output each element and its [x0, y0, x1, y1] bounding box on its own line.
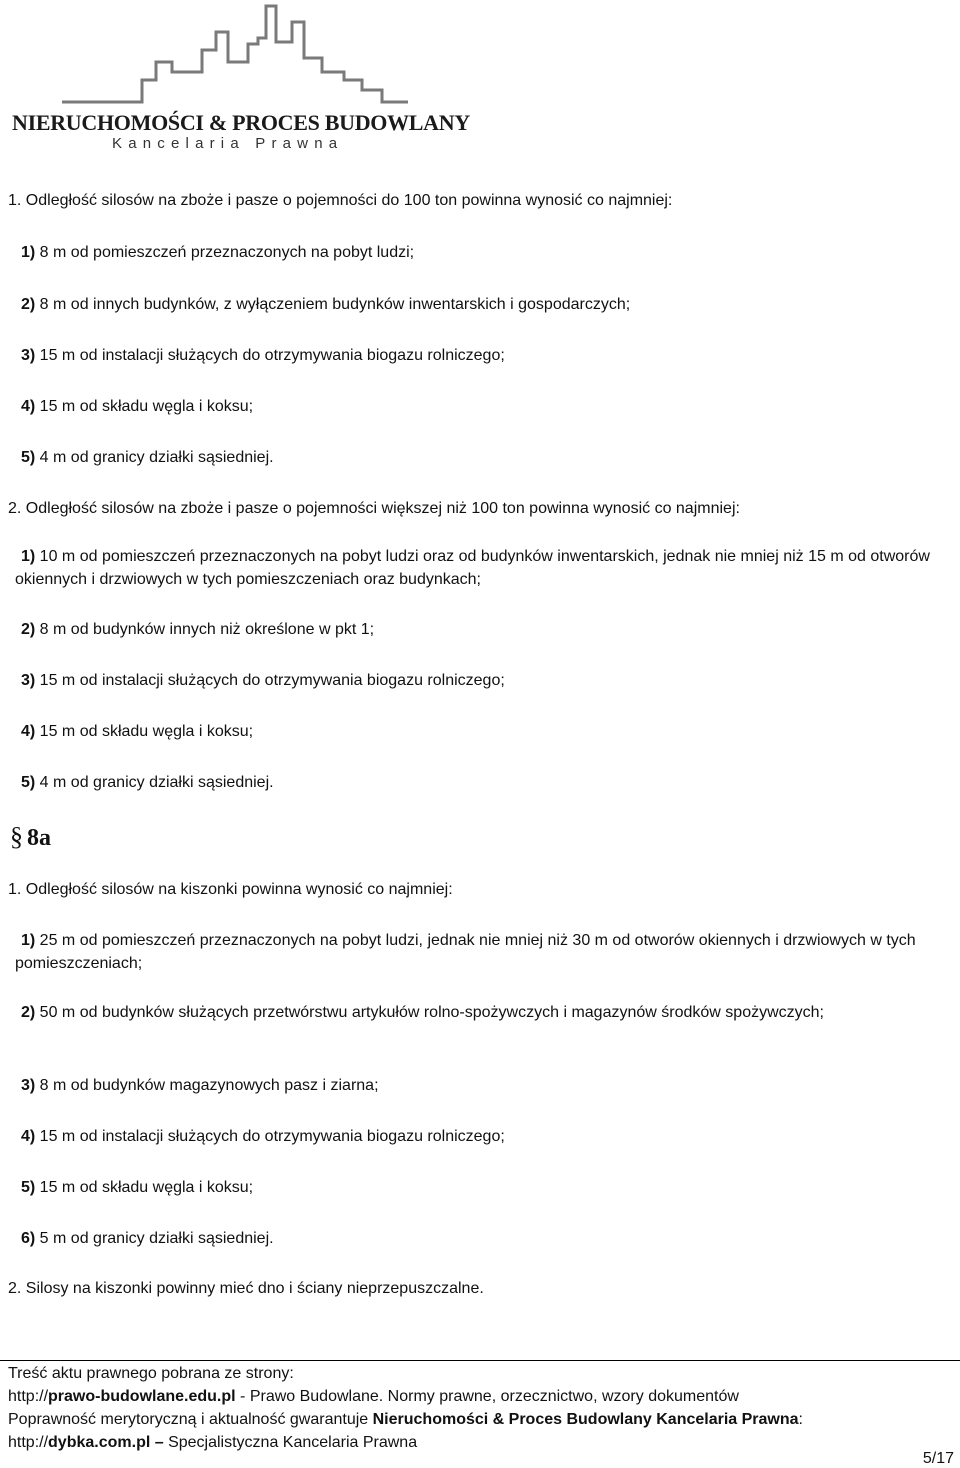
section-label: 8a — [27, 825, 51, 851]
item-text: 15 m od składu węgla i koksu; — [35, 723, 254, 740]
logo-subtitle: Kancelaria Prawna — [112, 135, 344, 152]
section-heading — [10, 822, 51, 852]
item-text: 4 m od granicy działki sąsiedniej. — [35, 449, 274, 466]
item-text: 10 m od pomieszczeń przeznaczonych na pobyt ludzi oraz od budynków inwentarskich, jednak nie mniej niż 15 m od otworów okiennych i drzwiowych w tych pomieszczeniach oraz budynkach; — [15, 548, 930, 588]
footer-guarantee-firm: Nieruchomości & Proces Budowlany Kancelaria Prawna — [372, 1411, 799, 1428]
item-number: 6) — [21, 1230, 36, 1247]
item-text: 8 m od innych budynków, z wyłączeniem budynków inwentarskich i gospodarczych; — [35, 296, 631, 313]
item-text: 8 m od budynków innych niż określone w pkt 1; — [35, 621, 375, 638]
item-number: 2) — [21, 1004, 36, 1021]
footer-source-link[interactable] — [8, 1385, 739, 1408]
page-number: 5/17 — [922, 1450, 954, 1467]
item-text: 5 m od granicy działki sąsiedniej. — [35, 1230, 274, 1247]
city-skyline-icon — [52, 2, 412, 110]
item-text: 4 m od granicy działki sąsiedniej. — [35, 774, 274, 791]
item-text: 15 m od składu węgla i koksu; — [35, 398, 254, 415]
item-text: 15 m od instalacji służących do otrzymywania biogazu rolniczego; — [35, 1128, 505, 1145]
list-item — [15, 545, 945, 591]
list-item — [21, 1125, 505, 1148]
footer-firm-link[interactable] — [8, 1431, 417, 1454]
item-number: 4) — [21, 1128, 36, 1145]
item-number: 2) — [21, 296, 36, 313]
item-number: 4) — [21, 723, 36, 740]
item-text: 8 m od pomieszczeń przeznaczonych na pobyt ludzi; — [35, 244, 415, 261]
item-number: 1) — [21, 932, 36, 949]
paragraph-2-intro: 2. Odległość silosów na zboże i pasze o pojemności większej niż 100 ton powinna wynosić co najmniej: — [8, 500, 740, 517]
list-item — [21, 344, 505, 367]
item-number: 3) — [21, 1077, 36, 1094]
item-number: 5) — [21, 1179, 36, 1196]
list-item — [21, 771, 274, 794]
section-symbol: § — [10, 822, 23, 851]
item-number: 1) — [21, 244, 36, 261]
footer-source-label: Treść aktu prawnego pobrana ze strony: — [8, 1365, 294, 1382]
item-text: 8 m od budynków magazynowych pasz i ziarna; — [35, 1077, 379, 1094]
item-text: 25 m od pomieszczeń przeznaczonych na pobyt ludzi, jednak nie mniej niż 30 m od otworów okiennych i drzwiowych w tych pomieszczeniach; — [15, 932, 916, 972]
item-number: 1) — [21, 548, 36, 565]
item-text: 50 m od budynków służących przetwórstwu artykułów rolno-spożywczych i magazynów środków spożywczych; — [35, 1004, 824, 1021]
item-number: 4) — [21, 398, 36, 415]
list-item — [21, 669, 505, 692]
list-item — [21, 720, 253, 743]
item-number: 5) — [21, 449, 36, 466]
footer-link-domain: prawo-budowlane.edu.pl — [48, 1388, 236, 1405]
item-number: 5) — [21, 774, 36, 791]
paragraph-3-intro: 1. Odległość silosów na kiszonki powinna wynosić co najmniej: — [8, 881, 453, 898]
list-item — [15, 929, 945, 975]
footer-link-prefix: http:// — [8, 1388, 49, 1405]
footer-firm-description: Specjalistyczna Kancelaria Prawna — [163, 1434, 418, 1451]
item-text: 15 m od instalacji służących do otrzymywania biogazu rolniczego; — [35, 347, 505, 364]
list-item — [21, 395, 253, 418]
item-text: 15 m od instalacji służących do otrzymywania biogazu rolniczego; — [35, 672, 505, 689]
paragraph-1-intro: 1. Odległość silosów na zboże i pasze o pojemności do 100 ton powinna wynosić co najmniej: — [8, 192, 673, 209]
footer-guarantee — [8, 1408, 803, 1431]
list-item — [21, 618, 374, 641]
logo — [12, 2, 470, 154]
footer-firm-prefix: http:// — [8, 1434, 49, 1451]
item-number: 2) — [21, 621, 36, 638]
footer-firm-dash: – — [150, 1434, 164, 1451]
list-item — [21, 241, 414, 264]
list-item — [21, 1176, 253, 1199]
list-item — [15, 1001, 945, 1024]
item-text: 15 m od składu węgla i koksu; — [35, 1179, 254, 1196]
item-number: 3) — [21, 672, 36, 689]
list-item — [21, 446, 274, 469]
footer-guarantee-colon: : — [798, 1411, 803, 1428]
footer-link-description: - Prawo Budowlane. Normy prawne, orzecznictwo, wzory dokumentów — [235, 1388, 739, 1405]
list-item — [21, 1074, 379, 1097]
footer-divider — [0, 1360, 960, 1361]
paragraph-4: 2. Silosy na kiszonki powinny mieć dno i ściany nieprzepuszczalne. — [8, 1280, 484, 1297]
footer-firm-domain: dybka.com.pl — [48, 1434, 151, 1451]
list-item — [21, 1227, 274, 1250]
list-item — [21, 293, 630, 316]
item-number: 3) — [21, 347, 36, 364]
footer-guarantee-prefix: Poprawność merytoryczną i aktualność gwarantuje — [8, 1411, 373, 1428]
logo-name: NIERUCHOMOŚCI & PROCES BUDOWLANY — [12, 110, 470, 135]
